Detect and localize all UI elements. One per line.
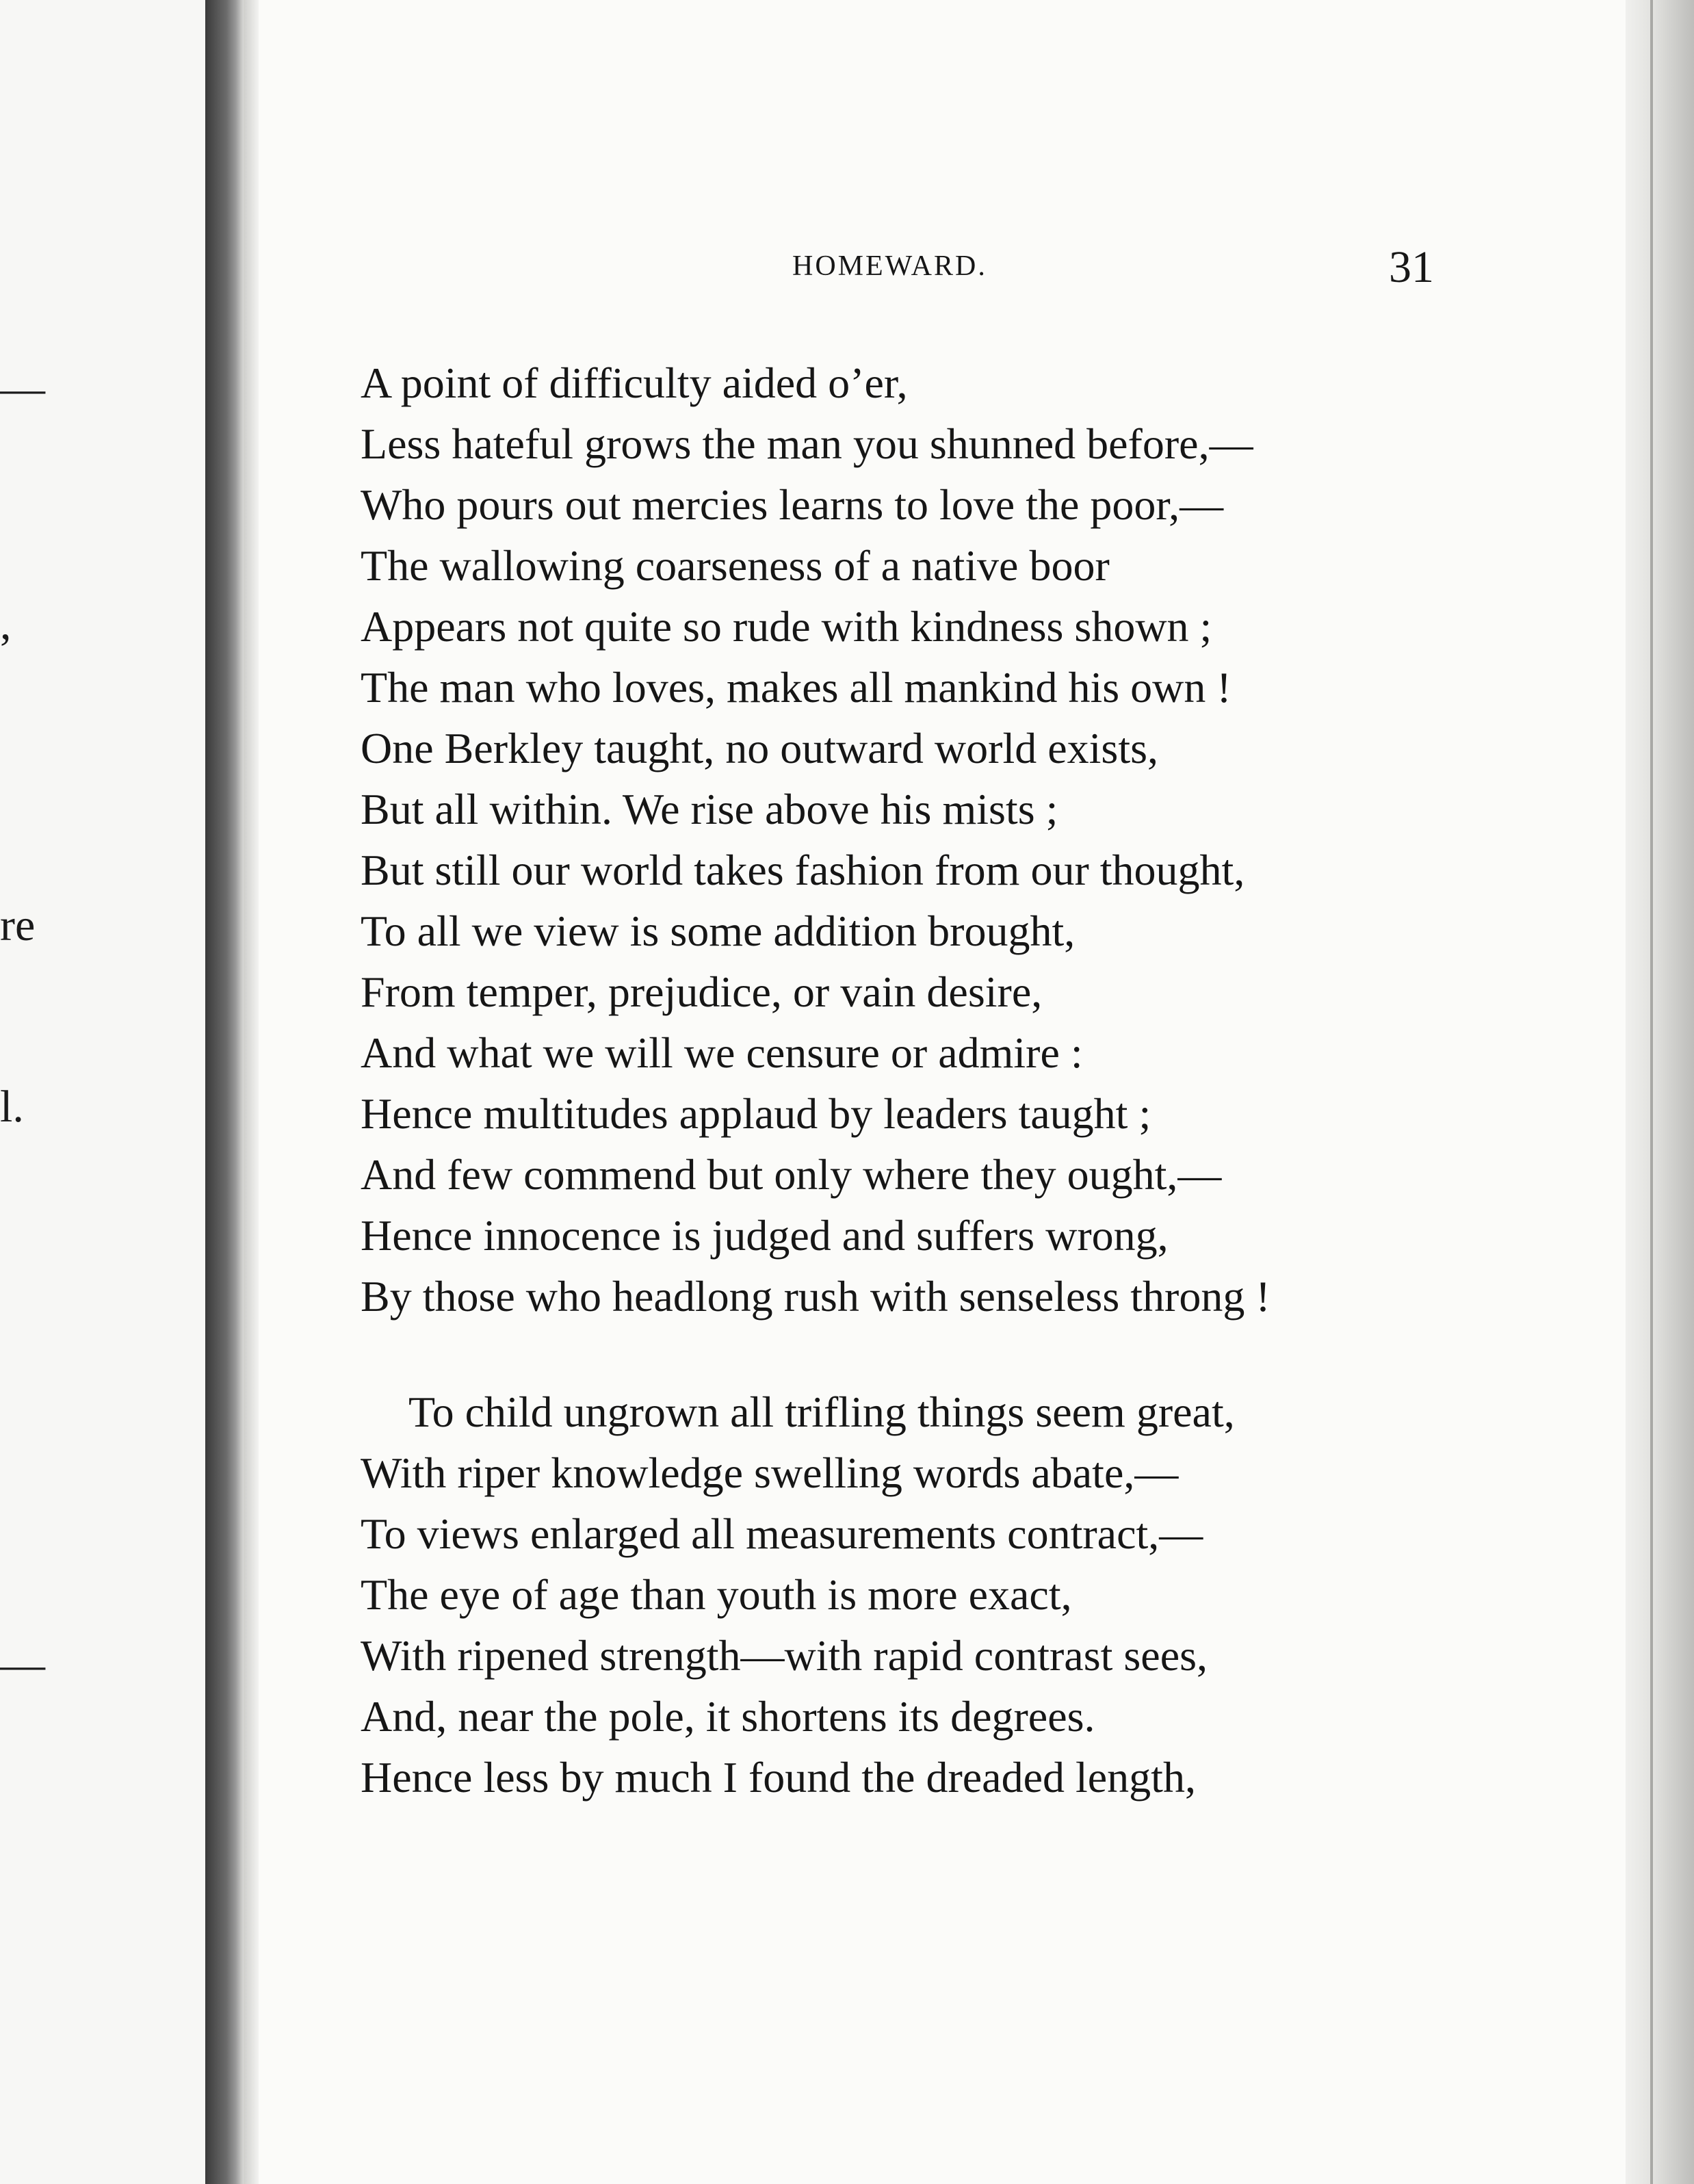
book-gutter: [205, 0, 244, 2184]
left-page-text-fragment: l.: [0, 1082, 24, 1132]
left-page-text-fragment: re: [0, 900, 36, 950]
verse-line: But still our world takes fashion from our thought,: [361, 846, 1245, 894]
page-number: 31: [1389, 242, 1434, 292]
verse-line: And what we will we censure or admire :: [361, 1028, 1083, 1077]
running-title: HOMEWARD.: [792, 250, 987, 282]
left-page-text-fragment: ,: [0, 599, 12, 649]
verse-line: But all within. We rise above his mists ;: [361, 785, 1058, 833]
left-page-text-fragment: —: [0, 363, 45, 413]
verse-line: Hence innocence is judged and suffers wrong,: [361, 1211, 1169, 1260]
verse-line: The man who loves, makes all mankind his own !: [361, 663, 1232, 712]
gutter-shadow: [244, 0, 259, 2184]
verse-line: Who pours out mercies learns to love the poor,—: [361, 480, 1224, 529]
verse-line: The eye of age than youth is more exact,: [361, 1570, 1072, 1619]
verse-line: Less hateful grows the man you shunned before,—: [361, 419, 1253, 468]
verse-line: A point of difficulty aided o’er,: [361, 359, 908, 407]
verse-line: Hence multitudes applaud by leaders taught ;: [361, 1089, 1151, 1138]
verse-line: With ripened strength—with rapid contrast sees,: [361, 1631, 1208, 1680]
previous-page-fragment: [0, 0, 205, 2184]
verse-line: Appears not quite so rude with kindness shown ;: [361, 602, 1212, 651]
verse-line: By those who headlong rush with senseless throng !: [361, 1272, 1270, 1321]
verse-line: To child ungrown all trifling things seem great,: [408, 1388, 1235, 1436]
verse-line: With riper knowledge swelling words abate,—: [361, 1448, 1179, 1497]
verse-line: To views enlarged all measurements contract,—: [361, 1509, 1203, 1558]
left-page-text-fragment: —: [0, 1639, 45, 1689]
verse-line: To all we view is some addition brought,: [361, 907, 1076, 955]
verse-line: One Berkley taught, no outward world exists,: [361, 724, 1158, 772]
page-edge-line: [1650, 0, 1653, 2184]
verse-line: Hence less by much I found the dreaded length,: [361, 1753, 1196, 1802]
page-edge: [1626, 0, 1694, 2184]
verse-line: And few commend but only where they ought,—: [361, 1150, 1222, 1199]
verse-line: And, near the pole, it shortens its degrees.: [361, 1692, 1095, 1741]
verse-line: The wallowing coarseness of a native boor: [361, 541, 1110, 590]
verse-line: From temper, prejudice, or vain desire,: [361, 967, 1043, 1016]
